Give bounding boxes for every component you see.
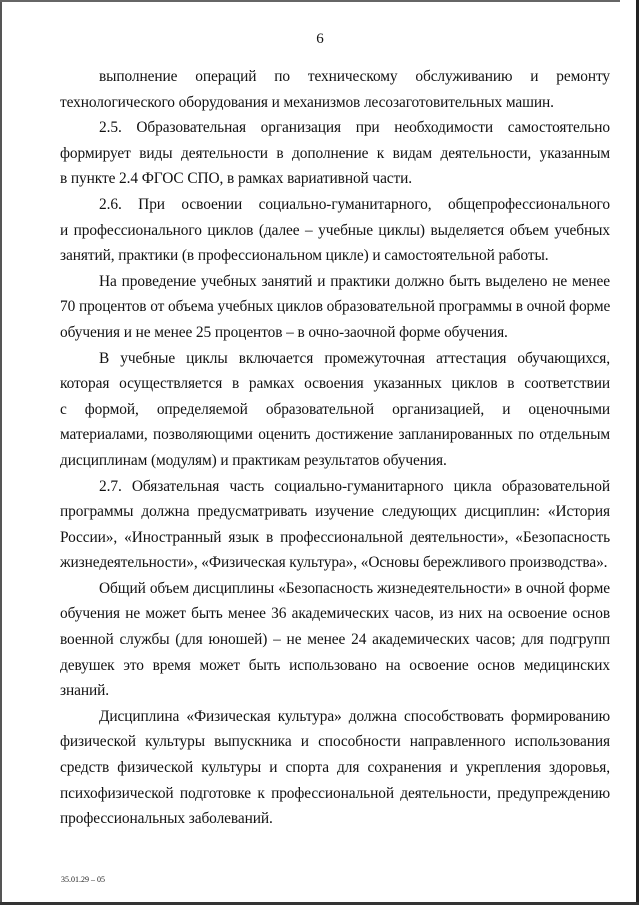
paragraph-safety xyxy=(60,576,610,704)
paragraph-physical-culture xyxy=(60,704,610,832)
paragraph-continuation xyxy=(60,64,610,115)
text-line: обучения не может быть менее 36 академических часов, из них на освоение основ xyxy=(60,605,610,623)
text-line: 2.7. Обязательная часть социально-гуманитарного цикла образовательной xyxy=(99,477,610,495)
text-line: обучения и не менее 25 процентов – в очно-заочной форме обучения. xyxy=(60,323,508,341)
text-line: и профессионального циклов (далее – учебные циклы) выделяется объем учебных xyxy=(60,221,610,239)
document-body xyxy=(60,64,610,832)
text-line: технологического оборудования и механизмов лесозаготовительных машин. xyxy=(60,93,554,111)
text-line: психофизической подготовке к профессиональной деятельности, предупреждению xyxy=(60,784,610,802)
text-line: 70 процентов от объема учебных циклов образовательной программы в очной форме xyxy=(60,298,611,316)
text-line: программы должна предусматривать изучение следующих дисциплин: «История xyxy=(60,503,610,521)
footer-document-code: 35.01.29 – 05 xyxy=(61,875,105,884)
paragraph-volume xyxy=(60,269,610,346)
text-line: знаний. xyxy=(60,682,110,700)
text-line: формирует виды деятельности в дополнение к видам деятельности, указанным xyxy=(60,144,610,162)
text-line: профессиональных заболеваний. xyxy=(60,810,273,828)
text-line: занятий, практики (в профессиональном цикле) и самостоятельной работы. xyxy=(60,247,549,265)
text-line: жизнедеятельности», «Физическая культура», «Основы бережливого производства». xyxy=(60,554,608,572)
text-line: девушек это время может быть использовано на освоение основ медицинских xyxy=(60,656,610,674)
text-line: военной службы (для юношей) – не менее 24 академических часов; для подгрупп xyxy=(60,631,610,649)
text-line: Дисциплина «Физическая культура» должна способствовать формированию xyxy=(99,707,610,725)
paragraph-2-7 xyxy=(60,474,610,576)
paragraph-2-5 xyxy=(60,115,610,192)
text-line: Общий объем дисциплины «Безопасность жизнедеятельности» в очной форме xyxy=(99,579,610,597)
text-line: которая осуществляется в рамках освоения указанных циклов в соответствии xyxy=(60,375,610,393)
text-line: России», «Иностранный язык в профессиональной деятельности», «Безопасность xyxy=(60,528,610,546)
text-line: 2.6. При освоении социально-гуманитарного, общепрофессионального xyxy=(99,195,610,213)
text-line: дисциплинам (модулям) и практикам результатов обучения. xyxy=(60,451,447,469)
text-line: 2.5. Образовательная организация при необходимости самостоятельно xyxy=(99,119,610,137)
text-line: материалами, позволяющими оценить достижение запланированных по отдельным xyxy=(60,426,610,444)
text-line: выполнение операций по техническому обслуживанию и ремонту xyxy=(99,68,610,85)
paragraph-attestation xyxy=(60,346,610,474)
text-line: В учебные циклы включается промежуточная аттестация обучающихся, xyxy=(99,349,610,367)
text-line: На проведение учебных занятий и практики должно быть выделено не менее xyxy=(99,272,610,290)
text-line: с формой, определяемой образовательной организацией, и оценочными xyxy=(60,400,610,418)
page-border-right xyxy=(636,0,639,905)
page-border-left xyxy=(0,0,2,905)
page-number: 6 xyxy=(316,31,324,47)
text-line: средств физической культуры и спорта для сохранения и укрепления здоровья, xyxy=(60,759,610,777)
paragraph-2-6 xyxy=(60,192,610,269)
text-line: физической культуры выпускника и способности направленного использования xyxy=(60,733,610,751)
text-line: в пункте 2.4 ФГОС СПО, в рамках вариативной части. xyxy=(60,170,413,188)
page-border-top xyxy=(0,0,620,2)
